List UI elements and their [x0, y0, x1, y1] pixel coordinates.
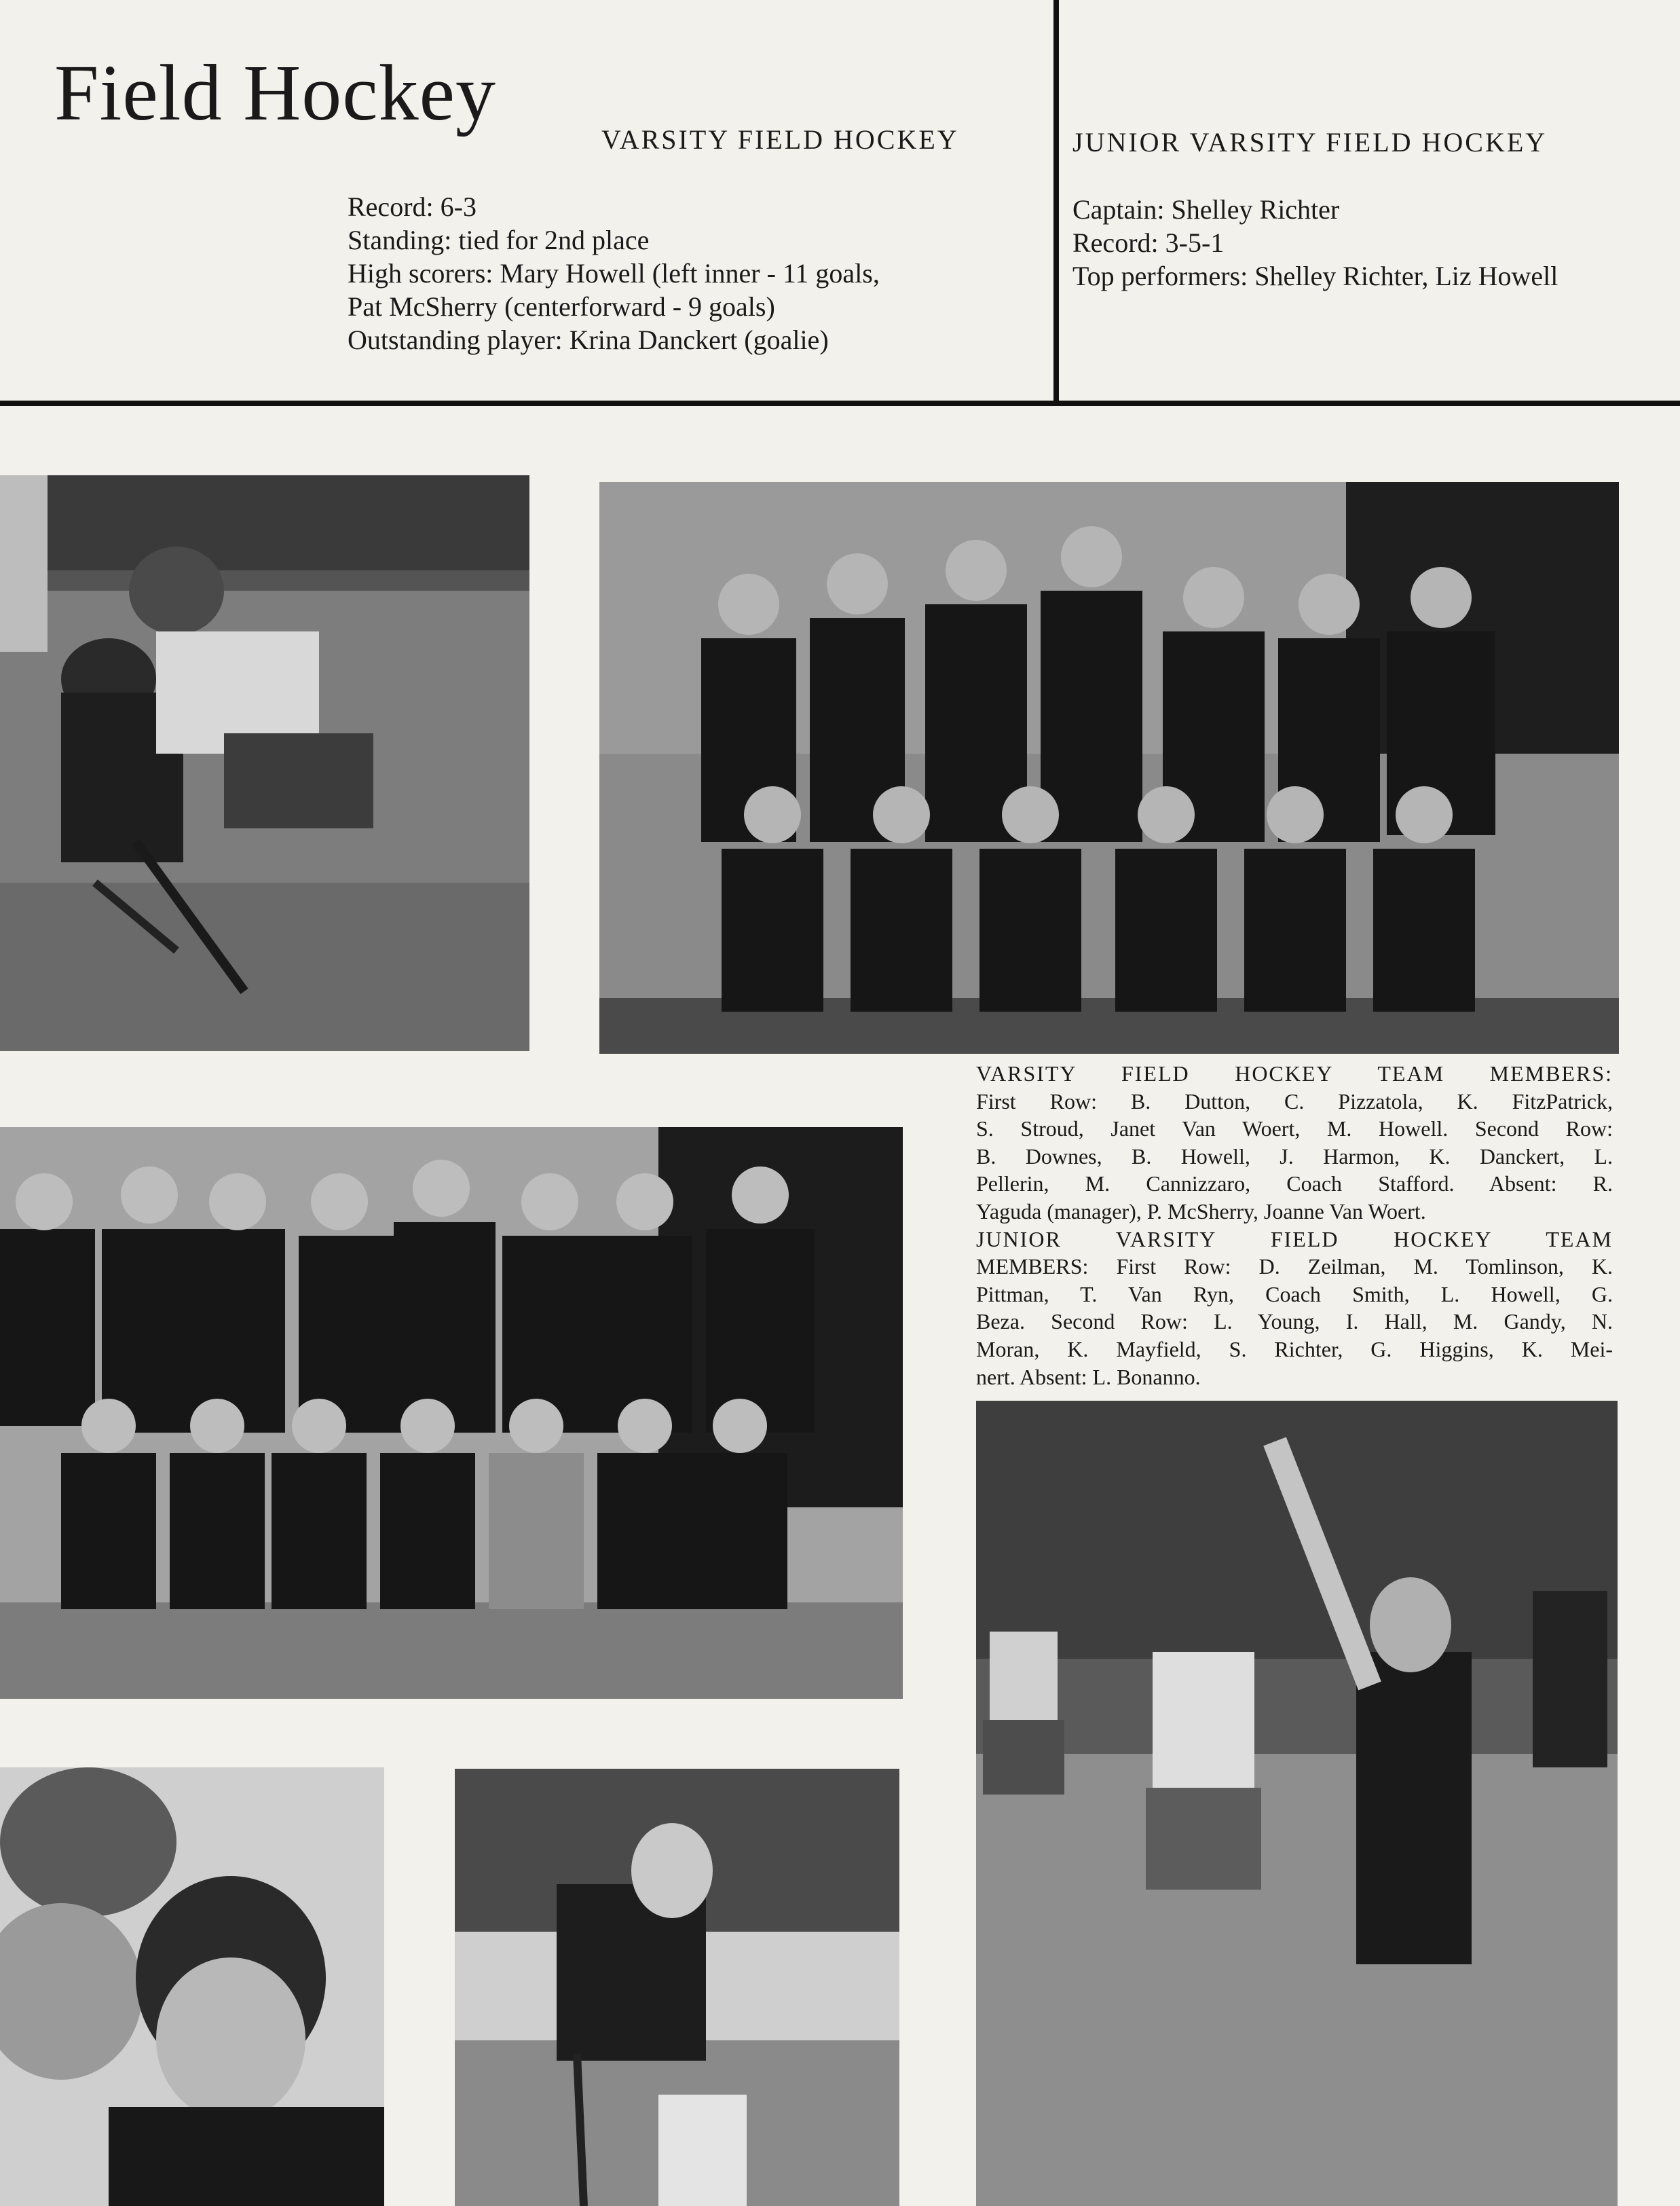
- header-rule: [0, 401, 1680, 406]
- varsity-heading: VARSITY FIELD HOCKEY: [601, 124, 959, 155]
- varsity-record: Record: 6-3: [348, 191, 477, 222]
- photo-varsity-team-image: [599, 482, 1619, 1054]
- varsity-outstanding-player: Outstanding player: Krina Danckert (goalie): [348, 325, 829, 355]
- caption-line: nert. Absent: L. Bonanno.: [976, 1364, 1201, 1389]
- photo-action-tackle-image: [0, 475, 529, 1051]
- photo-closeup-faces: [0, 1767, 384, 2206]
- jv-captain: Captain: Shelley Richter: [1072, 194, 1340, 225]
- caption-line: Yaguda (manager), P. McSherry, Joanne Van Woert.: [976, 1198, 1426, 1224]
- photo-goalie: [455, 1769, 899, 2206]
- caption-line: First Row: B. Dutton, C. Pizzatola, K. FitzPatrick,: [976, 1088, 1613, 1114]
- caption-line: B. Downes, B. Howell, J. Harmon, K. Danckert, L.: [976, 1143, 1613, 1169]
- varsity-high-scorers-cont: Pat McSherry (centerforward - 9 goals): [348, 291, 775, 322]
- varsity-stats: [348, 190, 880, 356]
- caption-line: Pittman, T. Van Ryn, Coach Smith, L. Howell, G.: [976, 1281, 1613, 1306]
- photo-varsity-team: [599, 482, 1619, 1054]
- varsity-standing: Standing: tied for 2nd place: [348, 225, 650, 255]
- column-divider: [1053, 0, 1059, 406]
- photo-celebration: [976, 1401, 1618, 2206]
- photo-closeup-faces-image: [0, 1767, 384, 2206]
- team-caption: [976, 1060, 1613, 1391]
- caption-line: Pellerin, M. Cannizzaro, Coach Stafford. Absent: R.: [976, 1171, 1613, 1196]
- photo-celebration-image: [976, 1401, 1618, 2206]
- photo-jv-team: [0, 1127, 903, 1699]
- caption-line: MEMBERS: First Row: D. Zeilman, M. Tomlinson, K.: [976, 1254, 1613, 1279]
- jv-top-performers: Top performers: Shelley Richter, Liz Howell: [1072, 261, 1558, 291]
- photo-action-tackle: [0, 475, 529, 1051]
- jv-heading: JUNIOR VARSITY FIELD HOCKEY: [1072, 127, 1548, 158]
- jv-record: Record: 3-5-1: [1072, 227, 1225, 258]
- caption-line: S. Stroud, Janet Van Woert, M. Howell. Second Row:: [976, 1116, 1613, 1141]
- caption-line: Moran, K. Mayfield, S. Richter, G. Higgins, K. Mei-: [976, 1336, 1613, 1361]
- photo-jv-team-image: [0, 1127, 903, 1699]
- caption-varsity-heading: VARSITY FIELD HOCKEY TEAM MEMBERS:: [976, 1061, 1613, 1086]
- jv-stats: [1072, 193, 1558, 293]
- caption-jv-heading: JUNIOR VARSITY FIELD HOCKEY TEAM: [976, 1226, 1613, 1251]
- photo-goalie-image: [455, 1769, 899, 2206]
- varsity-high-scorers: High scorers: Mary Howell (left inner - 11 goals,: [348, 258, 880, 289]
- caption-line: Beza. Second Row: L. Young, I. Hall, M. Gandy, N.: [976, 1309, 1613, 1334]
- page-title: Field Hockey: [54, 48, 497, 137]
